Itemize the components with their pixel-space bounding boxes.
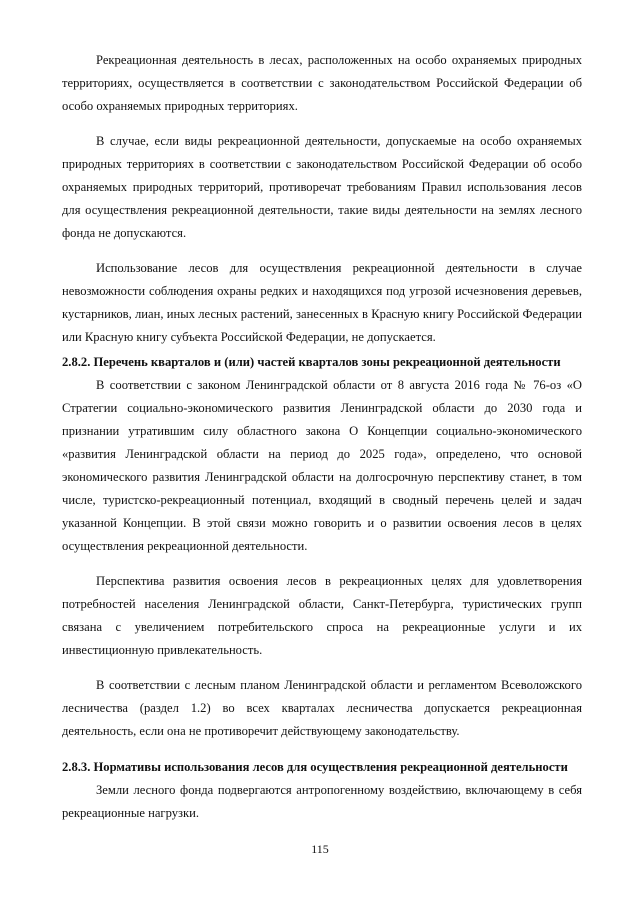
paragraph: В соответствии с законом Ленинградской области от 8 августа 2016 года № 76-оз «О Стратегии социально-экономического развития Ленинградской области до 2030 года и признании утратившим силу областного закона О Концепции социально-экономического «развития Ленинградской области на период до 2025 года», определено, что основой экономического развития Ленинградской области на долгосрочную перспективу станет, в том числе, туристско-рекреационный потенциал, входящий в сводный перечень целей и задач указанной Концепции. В этой связи можно говорить и о развитии освоения лесов в целях осуществления рекреационной деятельности.: [62, 378, 582, 553]
paragraph: Перспектива развития освоения лесов в рекреационных целях для удовлетворения потребностей населения Ленинградской области, Санкт-Петербурга, туристических групп связана с увеличением потребительского спроса на рекреационные услуги и их инвестиционную привлекательность.: [62, 574, 582, 657]
page-number: 115: [311, 842, 329, 856]
section-heading: 2.8.2. Перечень кварталов и (или) частей кварталов зоны рекреационной деятельности: [62, 355, 561, 369]
paragraph: В случае, если виды рекреационной деятельности, допускаемые на особо охраняемых природных территориях в соответствии с законодательством Российской Федерации об особо охраняемых природных территорий, противоречат требованиям Правил использования лесов для осуществления рекреационной деятельности, такие виды деятельности на землях лесного фонда не допускаются.: [62, 134, 582, 240]
intro-block: [62, 49, 582, 349]
paragraph: Рекреационная деятельность в лесах, расположенных на особо охраняемых природных территориях, осуществляется в соответствии с законодательством Российской Федерации об особо охраняемых природных территориях.: [62, 53, 582, 113]
section-heading: 2.8.3. Нормативы использования лесов для осуществления рекреационной деятельности: [62, 760, 568, 774]
paragraph: Земли лесного фонда подвергаются антропогенному воздействию, включающему в себя рекреационные нагрузки.: [62, 783, 582, 820]
section-2-8-2: [62, 351, 582, 743]
paragraph: В соответствии с лесным планом Ленинградской области и регламентом Всеволожского лесничества (раздел 1.2) во всех кварталах лесничества допускается рекреационная деятельность, если она не противоречит действующему законодательству.: [62, 678, 582, 738]
section-2-8-3: [62, 756, 582, 825]
paragraph: Использование лесов для осуществления рекреационной деятельности в случае невозможности соблюдения охраны редких и находящихся под угрозой исчезновения деревьев, кустарников, лиан, иных лесных растений, занесенных в Красную книгу Российской Федерации или Красную книгу субъекта Российской Федерации, не допускается.: [62, 261, 582, 344]
